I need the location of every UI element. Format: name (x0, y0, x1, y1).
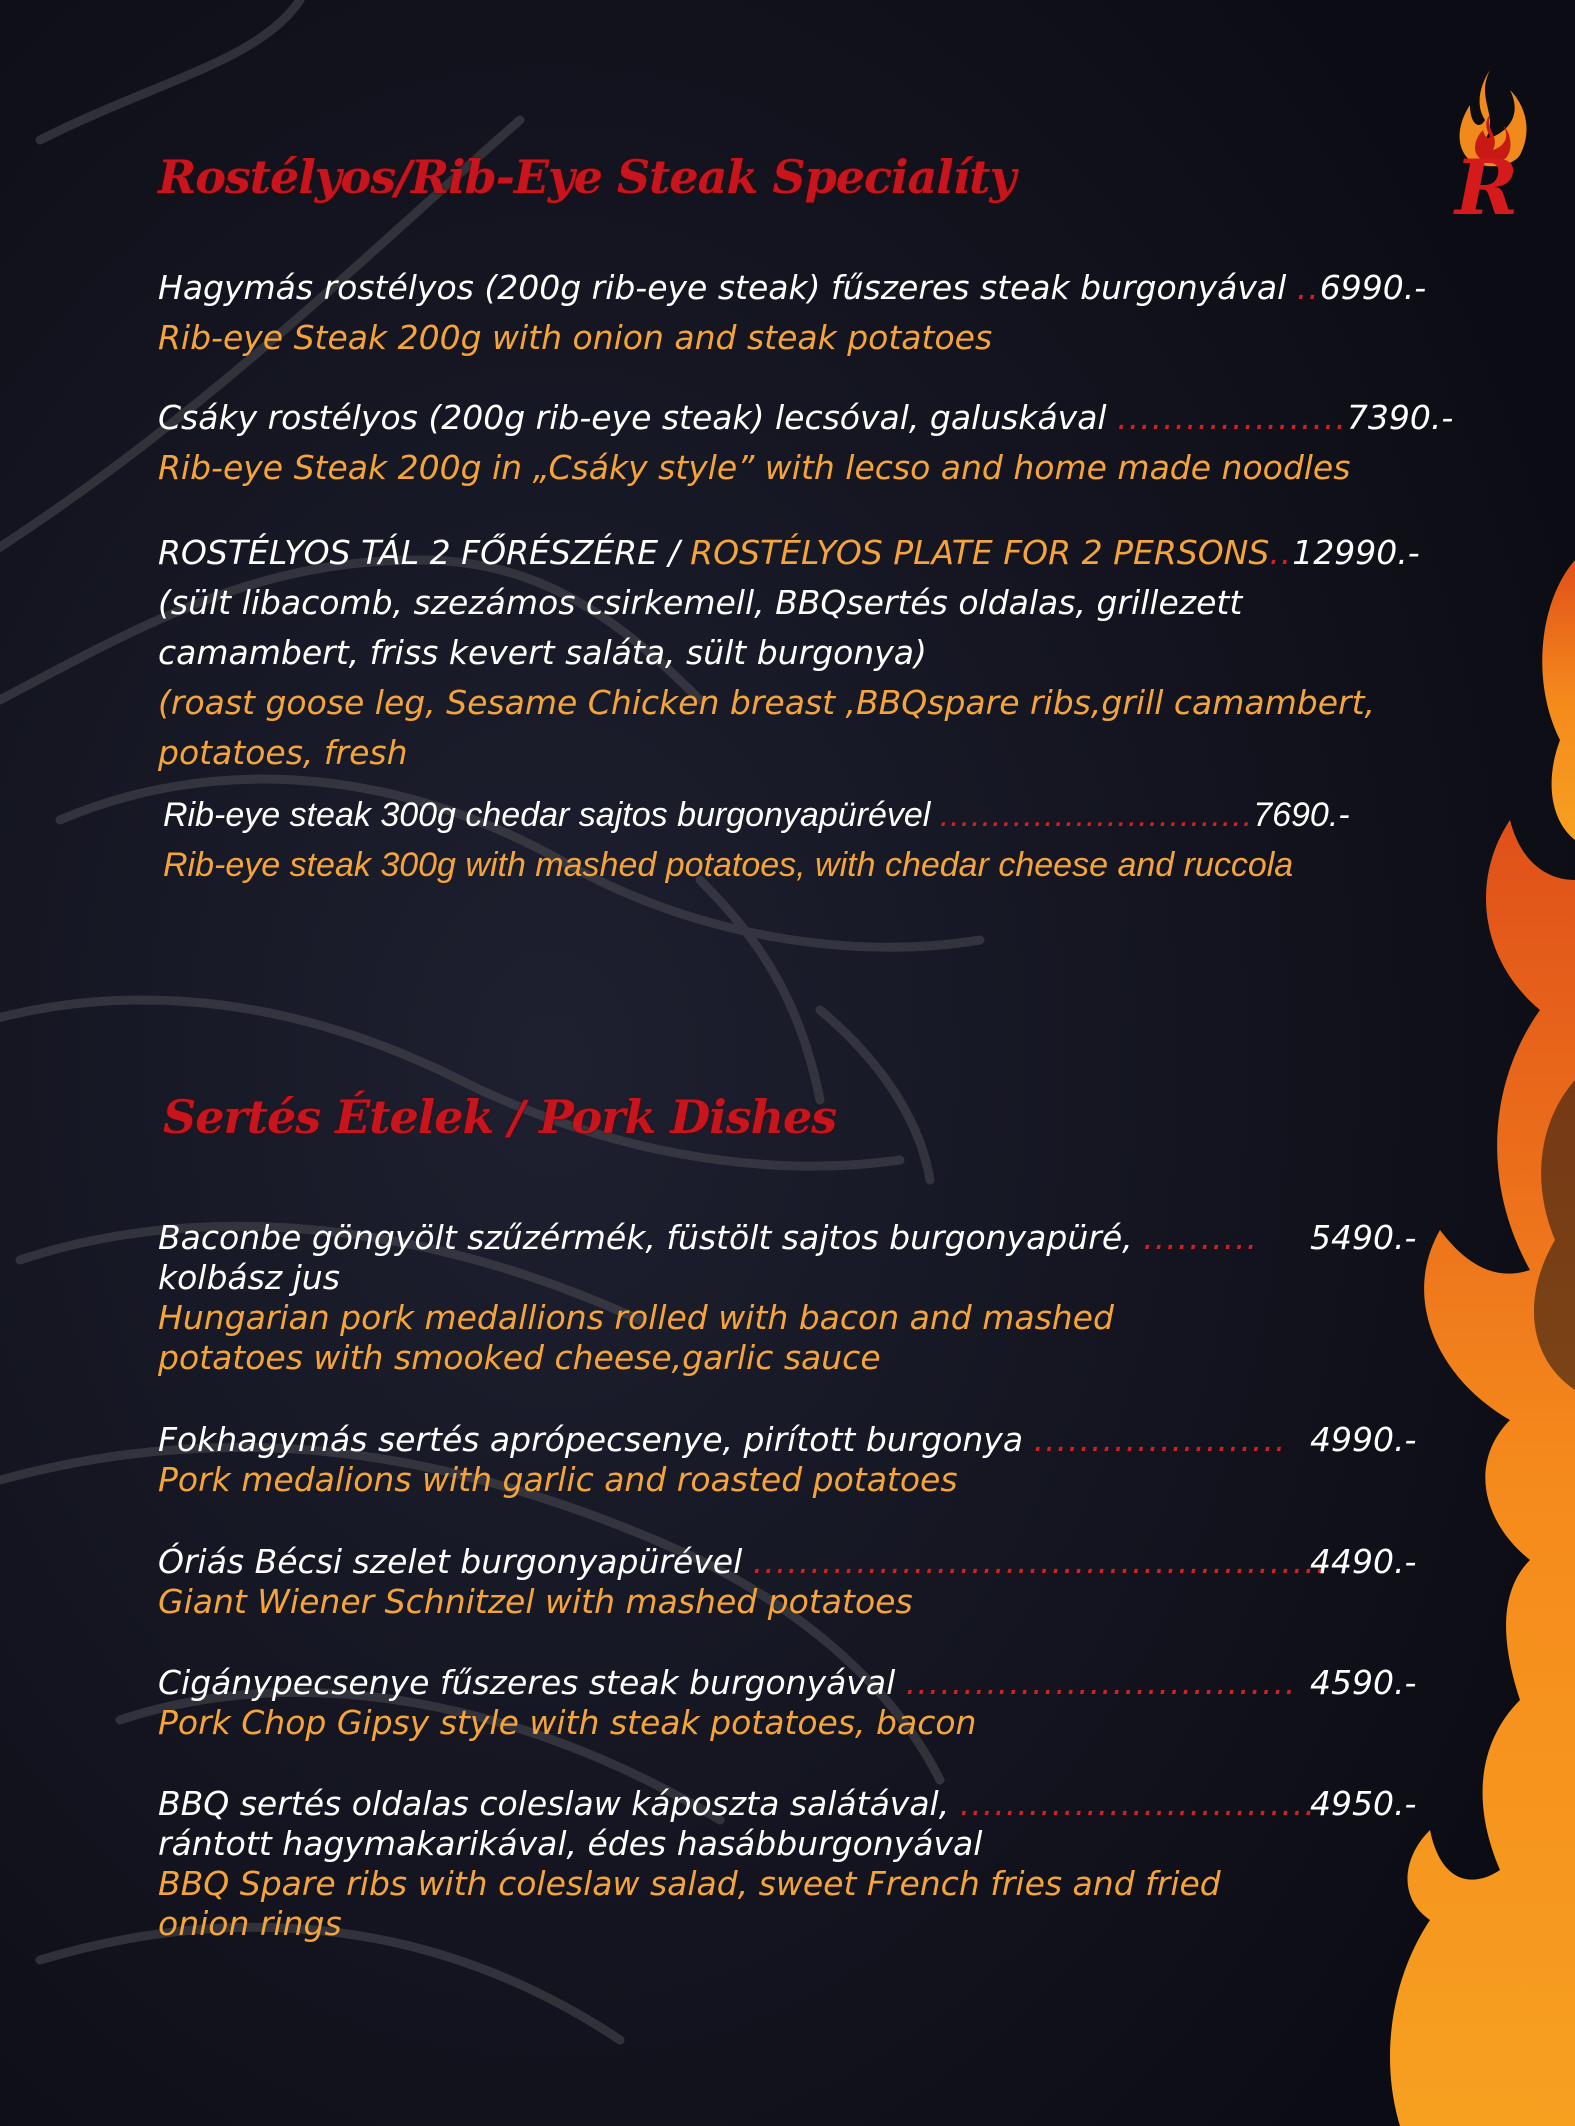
price: 4990.- (1310, 1420, 1417, 1459)
menu-item (158, 1784, 1478, 1944)
price: 12990.- (1292, 533, 1420, 572)
dish-name-en: Rib-eye Steak 200g with onion and steak potatoes (158, 318, 993, 357)
menu-item (158, 263, 1478, 363)
dish-description-hu: (sült libacomb, szezámos csirkemell, BBQsertés oldalas, grillezett (158, 583, 1243, 622)
dish-description-en: onion rings (158, 1904, 342, 1943)
dish-name-en-inline: ROSTÉLYOS PLATE FOR 2 PERSONS (690, 533, 1270, 572)
dot-leader: .. (1296, 268, 1320, 307)
menu-item (158, 528, 1478, 778)
dot-leader: .......... (1143, 1218, 1259, 1257)
dish-name-en: Pork Chop Gipsy style with steak potatoes, bacon (158, 1703, 977, 1742)
menu-item (158, 1542, 1478, 1622)
section-title-pork: Sertés Ételek / Pork Dishes (163, 1090, 837, 1144)
menu-item (158, 1420, 1478, 1500)
dish-description-en: potatoes, fresh (158, 733, 408, 772)
dish-description-en: potatoes with smooked cheese,garlic sauce (158, 1338, 881, 1377)
dish-description-en: BBQ Spare ribs with coleslaw salad, sweet French fries and fried (158, 1864, 1221, 1903)
price: 7690.- (1253, 796, 1350, 834)
dish-description-hu: camambert, friss kevert saláta, sült burgonya) (158, 633, 927, 672)
dot-leader: .................................................. (752, 1542, 1328, 1581)
dish-description-en: (roast goose leg, Sesame Chicken breast ,BBQspare ribs,grill camambert, (158, 683, 1376, 722)
dish-name-hu: BBQ sertés oldalas coleslaw káposzta salátával, (158, 1784, 950, 1823)
price: 4490.- (1310, 1542, 1417, 1581)
section-title-rib-eye: Rostélyos/Rib-Eye Steak Specialíty (158, 150, 1016, 204)
dish-name-hu: Baconbe göngyölt szűzérmék, füstölt sajtos burgonyapüré, (158, 1218, 1133, 1257)
dish-name-en: Pork medalions with garlic and roasted potatoes (158, 1460, 958, 1499)
logo-letter: R (1455, 143, 1519, 232)
dot-leader: .................................. (905, 1663, 1297, 1702)
dot-leader: .................... (1117, 398, 1347, 437)
dish-name-hu: Csáky rostélyos (200g rib-eye steak) lecsóval, galuskával (158, 398, 1107, 437)
dot-leader: .. (1269, 533, 1293, 572)
price: 4590.- (1310, 1663, 1417, 1702)
price: 4950.- (1310, 1784, 1417, 1823)
dish-name-en: Rib-eye Steak 200g in „Csáky style” with lecso and home made noodles (158, 448, 1351, 487)
menu-item (158, 1218, 1478, 1378)
menu-item (158, 393, 1478, 493)
price: 6990.- (1319, 268, 1427, 307)
price: 7390.- (1346, 398, 1454, 437)
dot-leader: ...................... (1033, 1420, 1287, 1459)
dish-name-hu: Hagymás rostélyos (200g rib-eye steak) fűszeres steak burgonyával (158, 268, 1287, 307)
dot-leader: .............................. (939, 796, 1254, 834)
dish-name-hu: Cigánypecsenye fűszeres steak burgonyával (158, 1663, 896, 1702)
dish-description-en: Hungarian pork medallions rolled with bacon and mashed (158, 1298, 1114, 1337)
dish-name-hu: ROSTÉLYOS TÁL 2 FŐRÉSZÉRE / (158, 533, 691, 572)
menu-item (158, 1663, 1478, 1743)
dish-name-en: Giant Wiener Schnitzel with mashed potatoes (158, 1582, 913, 1621)
dot-leader: ............................... (959, 1784, 1316, 1823)
dish-description-hu: kolbász jus (158, 1258, 340, 1297)
dish-name-hu: Rib-eye steak 300g chedar sajtos burgonyapürével (163, 796, 931, 834)
dish-description-hu: rántott hagymakarikával, édes hasábburgonyával (158, 1824, 983, 1863)
dish-name-hu: Óriás Bécsi szelet burgonyapürével (158, 1542, 743, 1581)
dish-name-hu: Fokhagymás sertés aprópecsenye, pirított burgonya (158, 1420, 1024, 1459)
price: 5490.- (1310, 1218, 1417, 1257)
menu-item (163, 790, 1483, 890)
dish-name-en: Rib-eye steak 300g with mashed potatoes, with chedar cheese and ruccola (163, 846, 1294, 884)
